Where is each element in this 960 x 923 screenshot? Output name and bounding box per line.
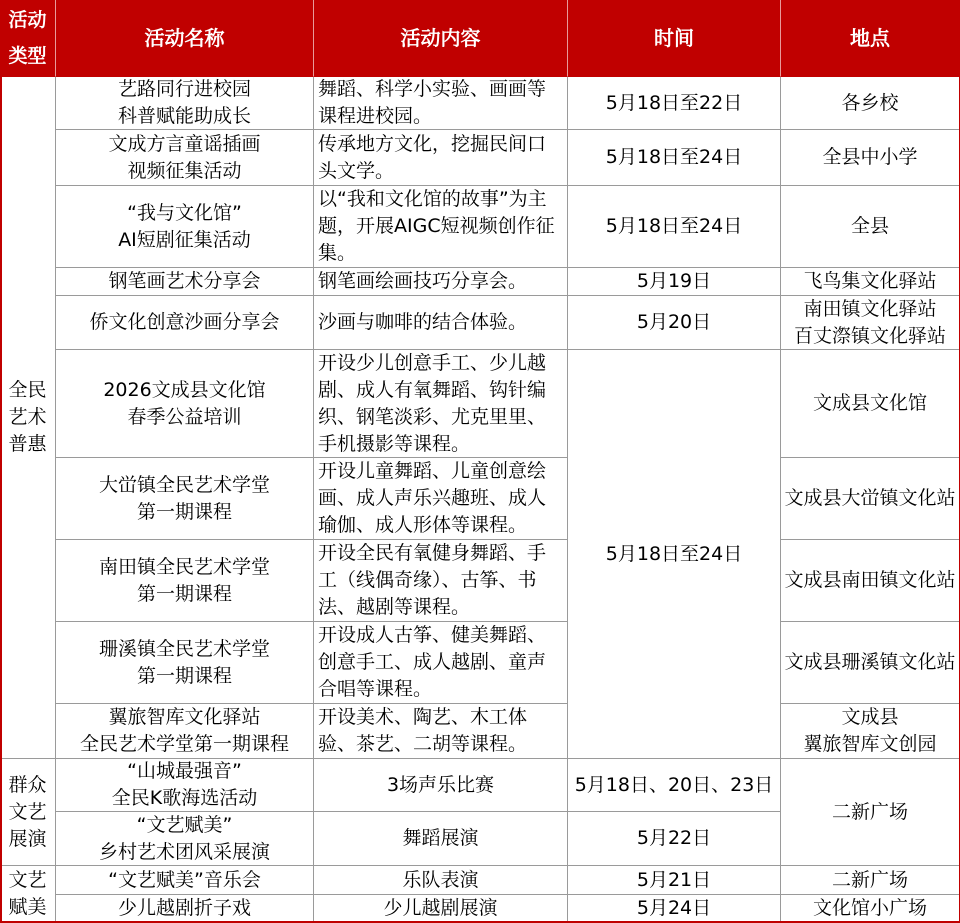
activity-location-cell: 文成县 翼旅智库文创园 (781, 704, 960, 759)
activity-name-cell: “文艺赋美” 乡村艺术团风采展演 (56, 812, 314, 866)
activity-content-cell: 开设成人古筝、健美舞蹈、创意手工、成人越剧、童声合唱等课程。 (314, 622, 568, 704)
activity-content-cell: 开设美术、陶艺、木工体验、茶艺、二胡等课程。 (314, 704, 568, 759)
activity-content-cell: 3场声乐比赛 (314, 759, 568, 812)
activity-name-cell: 钢笔画艺术分享会 (56, 268, 314, 296)
activity-time-cell: 5月18日至24日 (568, 130, 781, 186)
activity-name-cell: 南田镇全民艺术学堂 第一期课程 (56, 540, 314, 622)
activity-content-cell: 以“我和文化馆的故事”为主题，开展AIGC短视频创作征集。 (314, 186, 568, 268)
activity-time-cell: 5月18日至22日 (568, 77, 781, 130)
activity-name-cell: “我与文化馆” AI短剧征集活动 (56, 186, 314, 268)
activity-content-cell: 舞蹈、科学小实验、画画等课程进校园。 (314, 77, 568, 130)
activity-location-cell: 飞鸟集文化驿站 (781, 268, 960, 296)
category-cell: 全民艺术普惠 (0, 77, 56, 759)
activity-content-cell: 舞蹈展演 (314, 812, 568, 866)
activity-location-cell: 全县中小学 (781, 130, 960, 186)
activity-name-cell: 少儿越剧折子戏 (56, 895, 314, 923)
activity-name-cell: 2026文成县文化馆 春季公益培训 (56, 350, 314, 458)
activity-content-cell: 开设全民有氧健身舞蹈、手工（线偶奇缘）、古筝、书法、越剧等课程。 (314, 540, 568, 622)
activity-location-cell: 文成县大峃镇文化站 (781, 458, 960, 540)
activity-name-cell: 翼旅智库文化驿站 全民艺术学堂第一期课程 (56, 704, 314, 759)
category-cell: 群众文艺展演 (0, 759, 56, 866)
activity-time-cell: 5月18日至24日 (568, 350, 781, 759)
activity-location-cell: 南田镇文化驿站 百丈漈镇文化驿站 (781, 296, 960, 350)
activity-content-cell: 传承地方文化，挖掘民间口头文学。 (314, 130, 568, 186)
activity-time-cell: 5月18日、20日、23日 (568, 759, 781, 812)
activity-name-cell: 文成方言童谣插画 视频征集活动 (56, 130, 314, 186)
activity-content-cell: 钢笔画绘画技巧分享会。 (314, 268, 568, 296)
header-activity-content: 活动内容 (314, 0, 568, 77)
activity-location-cell: 二新广场 (781, 866, 960, 895)
activity-name-cell: “文艺赋美”音乐会 (56, 866, 314, 895)
activity-name-cell: 珊溪镇全民艺术学堂 第一期课程 (56, 622, 314, 704)
activity-time-cell: 5月22日 (568, 812, 781, 866)
activity-name-cell: 艺路同行进校园 科普赋能助成长 (56, 77, 314, 130)
activity-location-cell: 文化馆小广场 (781, 895, 960, 923)
activity-time-cell: 5月24日 (568, 895, 781, 923)
activity-time-cell: 5月20日 (568, 296, 781, 350)
header-activity-type: 活动类型 (0, 0, 56, 77)
activity-location-cell: 各乡校 (781, 77, 960, 130)
activity-name-cell: 侨文化创意沙画分享会 (56, 296, 314, 350)
activity-content-cell: 乐队表演 (314, 866, 568, 895)
activity-content-cell: 开设儿童舞蹈、儿童创意绘画、成人声乐兴趣班、成人瑜伽、成人形体等课程。 (314, 458, 568, 540)
activity-time-cell: 5月21日 (568, 866, 781, 895)
header-time: 时间 (568, 0, 781, 77)
activity-location-cell: 全县 (781, 186, 960, 268)
activity-location-cell: 文成县珊溪镇文化站 (781, 622, 960, 704)
header-location: 地点 (781, 0, 960, 77)
activity-content-cell: 少儿越剧展演 (314, 895, 568, 923)
category-cell: 文艺赋美 (0, 866, 56, 923)
activity-location-cell: 文成县文化馆 (781, 350, 960, 458)
header-activity-name: 活动名称 (56, 0, 314, 77)
activity-content-cell: 沙画与咖啡的结合体验。 (314, 296, 568, 350)
activity-location-cell: 二新广场 (781, 759, 960, 866)
activity-time-cell: 5月19日 (568, 268, 781, 296)
activity-name-cell: 大峃镇全民艺术学堂 第一期课程 (56, 458, 314, 540)
activity-time-cell: 5月18日至24日 (568, 186, 781, 268)
activity-content-cell: 开设少儿创意手工、少儿越剧、成人有氧舞蹈、钩针编织、钢笔淡彩、尤克里里、手机摄影等课程。 (314, 350, 568, 458)
activity-name-cell: “山城最强音” 全民K歌海选活动 (56, 759, 314, 812)
activity-location-cell: 文成县南田镇文化站 (781, 540, 960, 622)
